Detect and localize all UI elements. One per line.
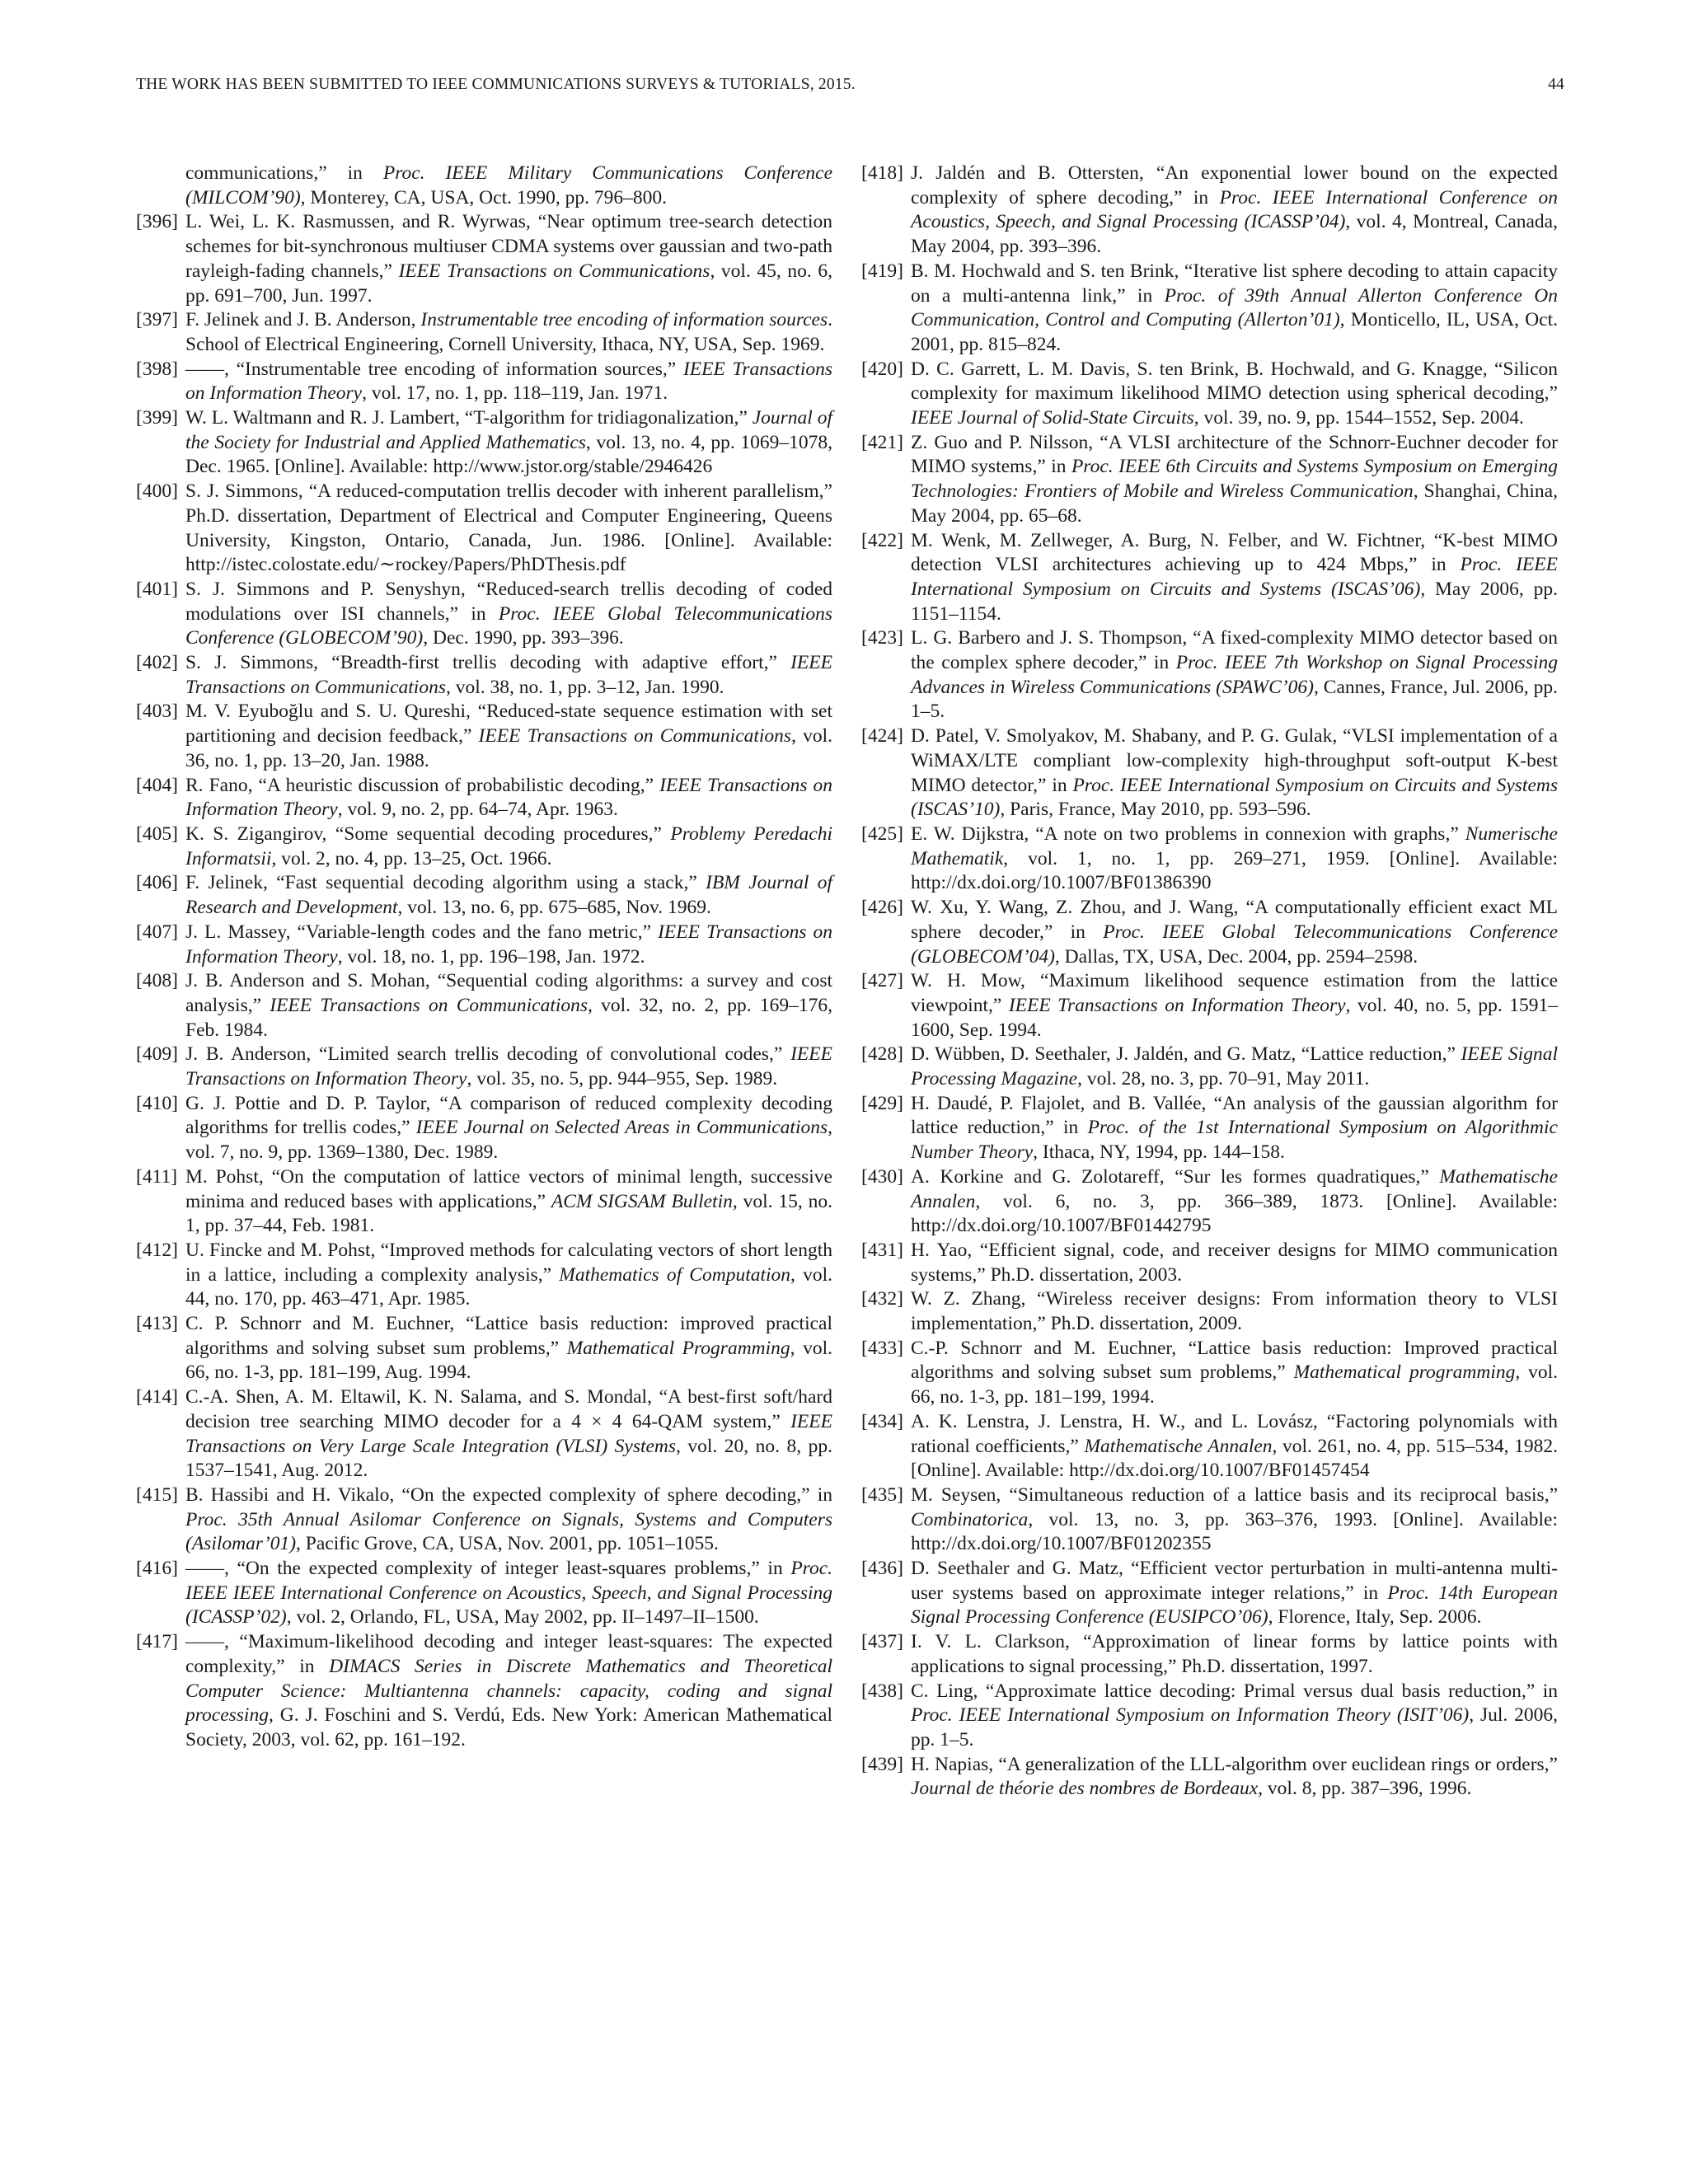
reference-text: H. Napias, “A generalization of the LLL-algorithm over euclidean rings or orders,” bbox=[911, 1753, 1558, 1775]
reference-number: [436] bbox=[861, 1558, 903, 1580]
reference-number: [428] bbox=[861, 1043, 903, 1066]
reference-number: [435] bbox=[861, 1483, 903, 1506]
reference-text: A. Korkine and G. Zolotareff, “Sur les formes quadratiques,” bbox=[911, 1165, 1440, 1188]
reference-text: W. Z. Zhang, “Wireless receiver designs: From information theory to VLSI implementation,” Ph.D. dissertation, 2009. bbox=[911, 1288, 1558, 1335]
reference-text: , vol. 38, no. 1, pp. 3–12, Jan. 1990. bbox=[445, 676, 724, 698]
reference-venue: IEEE Transactions on Information Theory bbox=[1008, 994, 1346, 1016]
reference-venue: Proc. IEEE 6th Circuits and Systems Symposium on Emerging Technologies: Frontiers of Mobile and Wireless Communication bbox=[911, 456, 1558, 503]
reference-text: F. Jelinek, “Fast sequential decoding algorithm using a stack,” bbox=[185, 872, 706, 894]
reference-venue: Proc. IEEE 7th Workshop on Signal Processing Advances in Wireless Communications (SPAWC’06) bbox=[911, 652, 1558, 698]
references-left-column bbox=[136, 162, 832, 1753]
reference-entry bbox=[136, 1312, 832, 1385]
reference-text: C.-P. Schnorr and M. Euchner, “Lattice basis reduction: Improved practical algorithms and solving subset sum problems,” bbox=[911, 1337, 1558, 1384]
reference-number: [421] bbox=[861, 431, 903, 453]
reference-text: , vol. 6, no. 3, pp. 366–389, 1873. [Online]. Available: http://dx.doi.org/10.1007/BF01442795 bbox=[911, 1190, 1558, 1237]
reference-venue: IEEE Transactions on Very Large Scale Integration (VLSI) Systems bbox=[185, 1410, 832, 1457]
reference-venue: IEEE Transactions on Information Theory bbox=[185, 1043, 832, 1090]
reference-entry bbox=[861, 431, 1558, 529]
reference-text: F. Jelinek and J. B. Anderson, bbox=[185, 309, 421, 331]
reference-venue: Proc. IEEE Military Communications Conference (MILCOM’90) bbox=[185, 162, 832, 209]
reference-venue: Proc. IEEE International Conference on Acoustics, Speech, and Signal Processing (ICASSP’04) bbox=[911, 186, 1558, 233]
reference-venue: IEEE Signal Processing Magazine bbox=[911, 1043, 1558, 1090]
reference-number: [412] bbox=[136, 1239, 178, 1261]
reference-text: ——, “Maximum-likelihood decoding and integer least-squares: The expected complexity,” in bbox=[185, 1631, 832, 1677]
reference-text: W. Xu, Y. Wang, Z. Zhou, and J. Wang, “A computationally efficient exact ML sphere decoder,” in bbox=[911, 897, 1558, 943]
reference-number: [403] bbox=[136, 701, 178, 723]
reference-text: , vol. 1, no. 1, pp. 269–271, 1959. [Online]. Available: http://dx.doi.org/10.1007/BF01386390 bbox=[911, 847, 1558, 894]
reference-text: J. B. Anderson, “Limited search trellis decoding of convolutional codes,” bbox=[185, 1043, 791, 1066]
reference-number: [429] bbox=[861, 1092, 903, 1114]
reference-venue: IEEE Transactions on Information Theory bbox=[185, 774, 833, 821]
reference-entry bbox=[861, 626, 1558, 724]
reference-text: , vol. 2, no. 4, pp. 13–25, Oct. 1966. bbox=[271, 847, 552, 869]
reference-text: ——, “On the expected complexity of integer least-squares problems,” in bbox=[185, 1558, 791, 1580]
reference-number: [438] bbox=[861, 1680, 903, 1702]
reference-number: [401] bbox=[136, 578, 178, 600]
reference-venue: IEEE Transactions on Communications bbox=[478, 725, 792, 748]
reference-text: , vol. 9, no. 2, pp. 64–74, Apr. 1963. bbox=[337, 799, 618, 821]
reference-entry bbox=[136, 969, 832, 1043]
reference-entry bbox=[136, 1385, 832, 1483]
reference-entry bbox=[861, 1239, 1558, 1287]
reference-text: , vol. 7, no. 9, pp. 1369–1380, Dec. 1989. bbox=[185, 1117, 832, 1164]
reference-number: [414] bbox=[136, 1386, 178, 1408]
reference-venue: Mathematische Annalen bbox=[1084, 1435, 1273, 1457]
reference-venue: IEEE Transactions on Communications bbox=[398, 260, 710, 282]
reference-text: B. M. Hochwald and S. ten Brink, “Iterative list sphere decoding to attain capacity on a multi-antenna link,” in bbox=[911, 260, 1558, 307]
reference-number: [418] bbox=[861, 162, 903, 184]
reference-entry bbox=[861, 969, 1558, 1043]
reference-venue: Proc. 35th Annual Asilomar Conference on Signals, Systems and Computers (Asilomar’01) bbox=[185, 1508, 832, 1555]
reference-number: [402] bbox=[136, 652, 178, 674]
reference-venue: Mathematical programming bbox=[1293, 1361, 1516, 1384]
running-header bbox=[136, 76, 1564, 94]
reference-venue: Instrumentable tree encoding of information sources bbox=[420, 309, 828, 331]
reference-text: , Jul. 2006, pp. 1–5. bbox=[911, 1704, 1558, 1750]
reference-venue: Mathematische Annalen bbox=[911, 1165, 1558, 1212]
reference-text: , G. J. Foschini and S. Verdú, Eds. New York: American Mathematical Society, 2003, vol. 62, pp. 161–192. bbox=[185, 1704, 832, 1750]
reference-entry bbox=[861, 1043, 1558, 1091]
reference-number: [410] bbox=[136, 1092, 178, 1114]
reference-venue: Proc. 14th European Signal Processing Conference (EUSIPCO’06) bbox=[911, 1582, 1558, 1629]
reference-entry bbox=[136, 308, 832, 357]
reference-text: , vol. 20, no. 8, pp. 1537–1541, Aug. 2012. bbox=[185, 1435, 832, 1482]
reference-entry bbox=[861, 1557, 1558, 1630]
reference-text: S. J. Simmons, “A reduced-computation trellis decoder with inherent parallelism,” Ph.D. dissertation, Department of Electrical and Computer Engineering, Queens University, Kingston, Ontario, Canada, Jun. 1986. [Online]. Available: http://istec.colostate.edu/∼rockey/Papers/PhDThesis.pdf bbox=[185, 480, 832, 576]
reference-entry bbox=[861, 358, 1558, 431]
reference-number: [405] bbox=[136, 823, 178, 845]
reference-number: [408] bbox=[136, 970, 178, 992]
reference-entry bbox=[136, 162, 832, 210]
reference-text: , vol. 28, no. 3, pp. 70–91, May 2011. bbox=[1077, 1068, 1370, 1090]
reference-entry bbox=[136, 406, 832, 480]
reference-entry bbox=[861, 1630, 1558, 1679]
reference-text: , vol. 39, no. 9, pp. 1544–1552, Sep. 2004. bbox=[1193, 407, 1524, 429]
reference-venue: IEEE Journal on Selected Areas in Communications bbox=[415, 1117, 828, 1139]
reference-number: [437] bbox=[861, 1631, 903, 1653]
reference-venue: Journal of the Society for Industrial and Applied Mathematics bbox=[185, 407, 832, 453]
reference-text: , vol. 13, no. 4, pp. 1069–1078, Dec. 1965. [Online]. Available: http://www.jstor.org/stable/2946426 bbox=[185, 431, 832, 478]
reference-text: A. K. Lenstra, J. Lenstra, H. W., and L. Lovász, “Factoring polynomials with rational coefficients,” bbox=[911, 1410, 1558, 1457]
reference-text: , Cannes, France, Jul. 2006, pp. 1–5. bbox=[911, 676, 1558, 723]
reference-text: C. P. Schnorr and M. Euchner, “Lattice basis reduction: improved practical algorithms and solving subset sum problems,” bbox=[185, 1313, 832, 1359]
reference-text: G. J. Pottie and D. P. Taylor, “A comparison of reduced complexity decoding algorithms for trellis codes,” bbox=[185, 1092, 832, 1139]
reference-number: [396] bbox=[136, 211, 178, 233]
reference-entry bbox=[136, 480, 832, 578]
reference-text: , vol. 40, no. 5, pp. 1591–1600, Sep. 1994. bbox=[911, 994, 1559, 1041]
reference-entry bbox=[136, 1043, 832, 1091]
reference-text: C. Ling, “Approximate lattice decoding: Primal versus dual basis reduction,” in bbox=[911, 1680, 1558, 1702]
reference-entry bbox=[136, 700, 832, 773]
reference-text: , Ithaca, NY, 1994, pp. 144–158. bbox=[1033, 1141, 1285, 1164]
reference-text: , vol. 261, no. 4, pp. 515–534, 1982. [Online]. Available: http://dx.doi.org/10.1007/BF01457454 bbox=[911, 1435, 1558, 1482]
reference-text: L. G. Barbero and J. S. Thompson, “A fixed-complexity MIMO detector based on the complex sphere decoder,” in bbox=[911, 627, 1558, 674]
reference-entry bbox=[861, 1410, 1558, 1483]
reference-venue: Proc. IEEE IEEE International Conference on Acoustics, Speech, and Signal Processing (ICASSP’02) bbox=[185, 1558, 832, 1629]
reference-entry bbox=[861, 162, 1558, 260]
reference-text: , Dallas, TX, USA, Dec. 2004, pp. 2594–2598. bbox=[1054, 945, 1418, 968]
reference-number: [424] bbox=[861, 725, 903, 748]
reference-number: [407] bbox=[136, 921, 178, 943]
reference-entry bbox=[136, 1165, 832, 1239]
reference-venue: Mathematical Programming bbox=[566, 1337, 790, 1359]
reference-venue: IEEE Transactions on Communications bbox=[185, 652, 832, 698]
reference-text: I. V. L. Clarkson, “Approximation of linear forms by lattice points with applications to signal processing,” Ph.D. dissertation, 1997. bbox=[911, 1631, 1558, 1677]
reference-text: M. Pohst, “On the computation of lattice vectors of minimal length, successive minima and reduced bases with applications,” bbox=[185, 1165, 832, 1212]
reference-venue: IBM Journal of Research and Development bbox=[185, 872, 832, 919]
reference-number: [439] bbox=[861, 1753, 903, 1775]
reference-entry bbox=[136, 871, 832, 920]
reference-text: S. J. Simmons, “Breadth-first trellis decoding with adaptive effort,” bbox=[185, 652, 791, 674]
reference-number: [398] bbox=[136, 358, 178, 380]
reference-entry bbox=[861, 724, 1558, 823]
reference-text: , vol. 17, no. 1, pp. 118–119, Jan. 1971. bbox=[362, 382, 668, 405]
reference-venue: Numerische Mathematik bbox=[911, 823, 1558, 869]
reference-number: [426] bbox=[861, 897, 903, 919]
reference-text: , Paris, France, May 2010, pp. 593–596. bbox=[1000, 799, 1311, 821]
reference-text: , vol. 35, no. 5, pp. 944–955, Sep. 1989. bbox=[467, 1068, 778, 1090]
reference-text: , vol. 4, Montreal, Canada, May 2004, pp. 393–396. bbox=[911, 211, 1558, 258]
reference-text: J. B. Anderson and S. Mohan, “Sequential coding algorithms: a survey and cost analysis,” bbox=[185, 970, 832, 1016]
reference-text: ——, “Instrumentable tree encoding of information sources,” bbox=[185, 358, 683, 380]
reference-number: [406] bbox=[136, 872, 178, 894]
reference-text: , vol. 36, no. 1, pp. 13–20, Jan. 1988. bbox=[185, 725, 832, 771]
reference-entry bbox=[136, 1630, 832, 1753]
reference-text: J. L. Massey, “Variable-length codes and the fano metric,” bbox=[185, 921, 659, 943]
reference-text: , vol. 44, no. 170, pp. 463–471, Apr. 1985. bbox=[185, 1263, 832, 1310]
reference-text: , vol. 13, no. 6, pp. 675–685, Nov. 1969. bbox=[397, 897, 711, 919]
reference-text: , Florence, Italy, Sep. 2006. bbox=[1268, 1606, 1482, 1629]
reference-entry bbox=[861, 529, 1558, 627]
reference-entry bbox=[136, 823, 832, 871]
reference-number: [433] bbox=[861, 1337, 903, 1359]
reference-text: K. S. Zigangirov, “Some sequential decoding procedures,” bbox=[185, 823, 671, 845]
reference-text: Z. Guo and P. Nilsson, “A VLSI architecture of the Schnorr-Euchner decoder for MIMO systems,” in bbox=[911, 431, 1558, 478]
reference-number: [427] bbox=[861, 970, 903, 992]
reference-entry bbox=[136, 1239, 832, 1312]
reference-entry bbox=[861, 1287, 1558, 1336]
reference-number: [404] bbox=[136, 774, 178, 796]
reference-text: B. Hassibi and H. Vikalo, “On the expected complexity of sphere decoding,” in bbox=[185, 1483, 832, 1506]
reference-text: L. Wei, L. K. Rasmussen, and R. Wyrwas, “Near optimum tree-search detection schemes for bit-synchronous multiuser CDMA systems over gaussian and two-path rayleigh-fading channels,” bbox=[185, 211, 832, 282]
page-number: 44 bbox=[1548, 76, 1564, 93]
reference-entry bbox=[136, 358, 832, 406]
reference-text: , vol. 18, no. 1, pp. 196–198, Jan. 1972. bbox=[337, 945, 645, 968]
reference-text: communications,” in bbox=[185, 162, 383, 184]
reference-number: [409] bbox=[136, 1043, 178, 1066]
reference-number: [423] bbox=[861, 627, 903, 649]
reference-number: [420] bbox=[861, 358, 903, 380]
reference-text: , vol. 66, no. 1-3, pp. 181–199, Aug. 1994. bbox=[185, 1337, 832, 1384]
reference-text: M. Wenk, M. Zellweger, A. Burg, N. Felber, and W. Fichtner, “K-best MIMO detection VLSI architectures achieving up to 424 Mbps,” in bbox=[911, 529, 1558, 576]
reference-text: , vol. 32, no. 2, pp. 169–176, Feb. 1984. bbox=[185, 994, 833, 1041]
reference-entry bbox=[136, 774, 832, 823]
reference-entry bbox=[861, 1753, 1558, 1802]
journal-title: THE WORK HAS BEEN SUBMITTED TO IEEE COMMUNICATIONS SURVEYS & TUTORIALS, 2015. bbox=[136, 76, 856, 93]
reference-text: E. W. Dijkstra, “A note on two problems in connexion with graphs,” bbox=[911, 823, 1465, 845]
reference-number: [430] bbox=[861, 1165, 903, 1188]
reference-text: M. Seysen, “Simultaneous reduction of a lattice basis and its reciprocal basis,” bbox=[911, 1483, 1558, 1506]
reference-number: [417] bbox=[136, 1631, 178, 1653]
reference-text: D. Patel, V. Smolyakov, M. Shabany, and P. G. Gulak, “VLSI implementation of a WiMAX/LTE compliant low-complexity high-throughput soft-output K-best MIMO detector,” in bbox=[911, 725, 1558, 796]
reference-venue: IEEE Transactions on Communications bbox=[270, 994, 588, 1016]
reference-venue: IEEE Transactions on Information Theory bbox=[185, 358, 833, 405]
reference-venue: DIMACS Series in Discrete Mathematics and Theoretical Computer Science: Multiantenna channels: capacity, coding and signal processing bbox=[185, 1655, 832, 1727]
reference-text: , Monticello, IL, USA, Oct. 2001, pp. 815–824. bbox=[911, 309, 1558, 355]
reference-entry bbox=[136, 1483, 832, 1557]
reference-text: , Dec. 1990, pp. 393–396. bbox=[423, 627, 624, 649]
reference-text: . School of Electrical Engineering, Cornell University, Ithaca, NY, USA, Sep. 1969. bbox=[185, 309, 832, 355]
reference-entry bbox=[861, 260, 1558, 358]
reference-text: D. C. Garrett, L. M. Davis, S. ten Brink, B. Hochwald, and G. Knagge, “Silicon complexity for maximum likelihood MIMO detection using spherical decoding,” bbox=[911, 358, 1558, 405]
reference-venue: IEEE Transactions on Information Theory bbox=[185, 921, 832, 968]
reference-entry bbox=[861, 1483, 1558, 1557]
reference-venue: Combinatorica bbox=[911, 1508, 1029, 1530]
reference-text: H. Yao, “Efficient signal, code, and receiver designs for MIMO communication systems,” Ph.D. dissertation, 2003. bbox=[911, 1239, 1558, 1286]
reference-venue: Problemy Peredachi Informatsii bbox=[185, 823, 832, 869]
reference-entry bbox=[861, 896, 1558, 969]
reference-entry bbox=[861, 1165, 1558, 1239]
reference-text: , vol. 45, no. 6, pp. 691–700, Jun. 1997. bbox=[185, 260, 832, 307]
reference-text: , Pacific Grove, CA, USA, Nov. 2001, pp. 1051–1055. bbox=[296, 1533, 719, 1555]
reference-text: D. Wübben, D. Seethaler, J. Jaldén, and G. Matz, “Lattice reduction,” bbox=[911, 1043, 1461, 1066]
reference-text: R. Fano, “A heuristic discussion of probabilistic decoding,” bbox=[185, 774, 660, 796]
reference-number: [400] bbox=[136, 480, 178, 503]
reference-number: [411] bbox=[136, 1165, 178, 1188]
reference-number: [399] bbox=[136, 407, 178, 429]
reference-venue: Mathematics of Computation bbox=[559, 1263, 791, 1286]
reference-venue: Proc. IEEE International Symposium on Circuits and Systems (ISCAS’06) bbox=[911, 554, 1558, 600]
reference-number: [434] bbox=[861, 1410, 903, 1432]
reference-text: , Monterey, CA, USA, Oct. 1990, pp. 796–800. bbox=[300, 186, 667, 209]
reference-text: , May 2006, pp. 1151–1154. bbox=[911, 578, 1558, 625]
reference-entry bbox=[136, 1557, 832, 1630]
reference-venue: Proc. IEEE International Symposium on Circuits and Systems (ISCAS’10) bbox=[911, 774, 1558, 821]
reference-text: J. Jaldén and B. Ottersten, “An exponential lower bound on the expected complexity of sphere decoding,” in bbox=[911, 162, 1558, 209]
reference-entry bbox=[136, 578, 832, 651]
reference-text: S. J. Simmons and P. Senyshyn, “Reduced-search trellis decoding of coded modulations over ISI channels,” in bbox=[185, 578, 832, 625]
reference-venue: IEEE Journal of Solid-State Circuits bbox=[911, 407, 1194, 429]
reference-text: H. Daudé, P. Flajolet, and B. Vallée, “An analysis of the gaussian algorithm for lattice reduction,” in bbox=[911, 1092, 1558, 1139]
reference-number: [425] bbox=[861, 823, 903, 845]
reference-entry bbox=[861, 1680, 1558, 1753]
reference-entry bbox=[136, 1092, 832, 1165]
reference-entry bbox=[861, 823, 1558, 896]
reference-text: , Shanghai, China, May 2004, pp. 65–68. bbox=[911, 480, 1558, 527]
reference-entry bbox=[861, 1092, 1558, 1165]
reference-entry bbox=[861, 1337, 1558, 1410]
references-right-column bbox=[861, 162, 1558, 1802]
reference-venue: ACM SIGSAM Bulletin bbox=[551, 1190, 733, 1212]
reference-text: , vol. 8, pp. 387–396, 1996. bbox=[1258, 1778, 1472, 1800]
reference-text: U. Fincke and M. Pohst, “Improved methods for calculating vectors of short length in a lattice, including a complexity analysis,” bbox=[185, 1239, 832, 1286]
reference-text: , vol. 2, Orlando, FL, USA, May 2002, pp. II–1497–II–1500. bbox=[286, 1606, 759, 1629]
reference-text: D. Seethaler and G. Matz, “Efficient vector perturbation in multi-antenna multi-user systems based on approximate integer relations,” in bbox=[911, 1558, 1558, 1604]
reference-text: W. H. Mow, “Maximum likelihood sequence estimation from the lattice viewpoint,” bbox=[911, 970, 1558, 1016]
reference-venue: Proc. of the 1st International Symposium on Algorithmic Number Theory bbox=[911, 1117, 1558, 1164]
reference-number: [415] bbox=[136, 1483, 178, 1506]
reference-text: M. V. Eyuboğlu and S. U. Qureshi, “Reduced-state sequence estimation with set partitioning and decision feedback,” bbox=[185, 701, 832, 748]
reference-venue: Proc. of 39th Annual Allerton Conference On Communication, Control and Computing (Allerton’01) bbox=[911, 284, 1558, 331]
reference-entry bbox=[136, 210, 832, 308]
reference-entry bbox=[136, 651, 832, 700]
reference-text: , vol. 66, no. 1-3, pp. 181–199, 1994. bbox=[911, 1361, 1559, 1408]
reference-entry bbox=[136, 921, 832, 969]
reference-number: [397] bbox=[136, 309, 178, 331]
reference-venue: Proc. IEEE Global Telecommunications Conference (GLOBECOM’04) bbox=[911, 921, 1559, 968]
reference-number: [432] bbox=[861, 1288, 903, 1310]
reference-number: [413] bbox=[136, 1313, 178, 1335]
reference-number: [422] bbox=[861, 529, 903, 551]
reference-number: [416] bbox=[136, 1558, 178, 1580]
reference-text: , vol. 13, no. 3, pp. 363–376, 1993. [Online]. Available: http://dx.doi.org/10.1007/BF01202355 bbox=[911, 1508, 1558, 1555]
reference-number: [419] bbox=[861, 260, 903, 282]
reference-venue: Journal de théorie des nombres de Bordeaux bbox=[911, 1778, 1259, 1800]
reference-text: , vol. 15, no. 1, pp. 37–44, Feb. 1981. bbox=[185, 1190, 833, 1237]
reference-venue: Proc. IEEE Global Telecommunications Conference (GLOBECOM’90) bbox=[185, 602, 832, 649]
reference-text: W. L. Waltmann and R. J. Lambert, “T-algorithm for tridiagonalization,” bbox=[185, 407, 753, 429]
reference-number: [431] bbox=[861, 1239, 903, 1261]
reference-venue: Proc. IEEE International Symposium on Information Theory (ISIT’06) bbox=[911, 1704, 1470, 1727]
reference-text: C.-A. Shen, A. M. Eltawil, K. N. Salama, and S. Mondal, “A best-first soft/hard decision tree searching MIMO decoder for a 4 × 4 64-QAM system,” bbox=[185, 1386, 832, 1432]
